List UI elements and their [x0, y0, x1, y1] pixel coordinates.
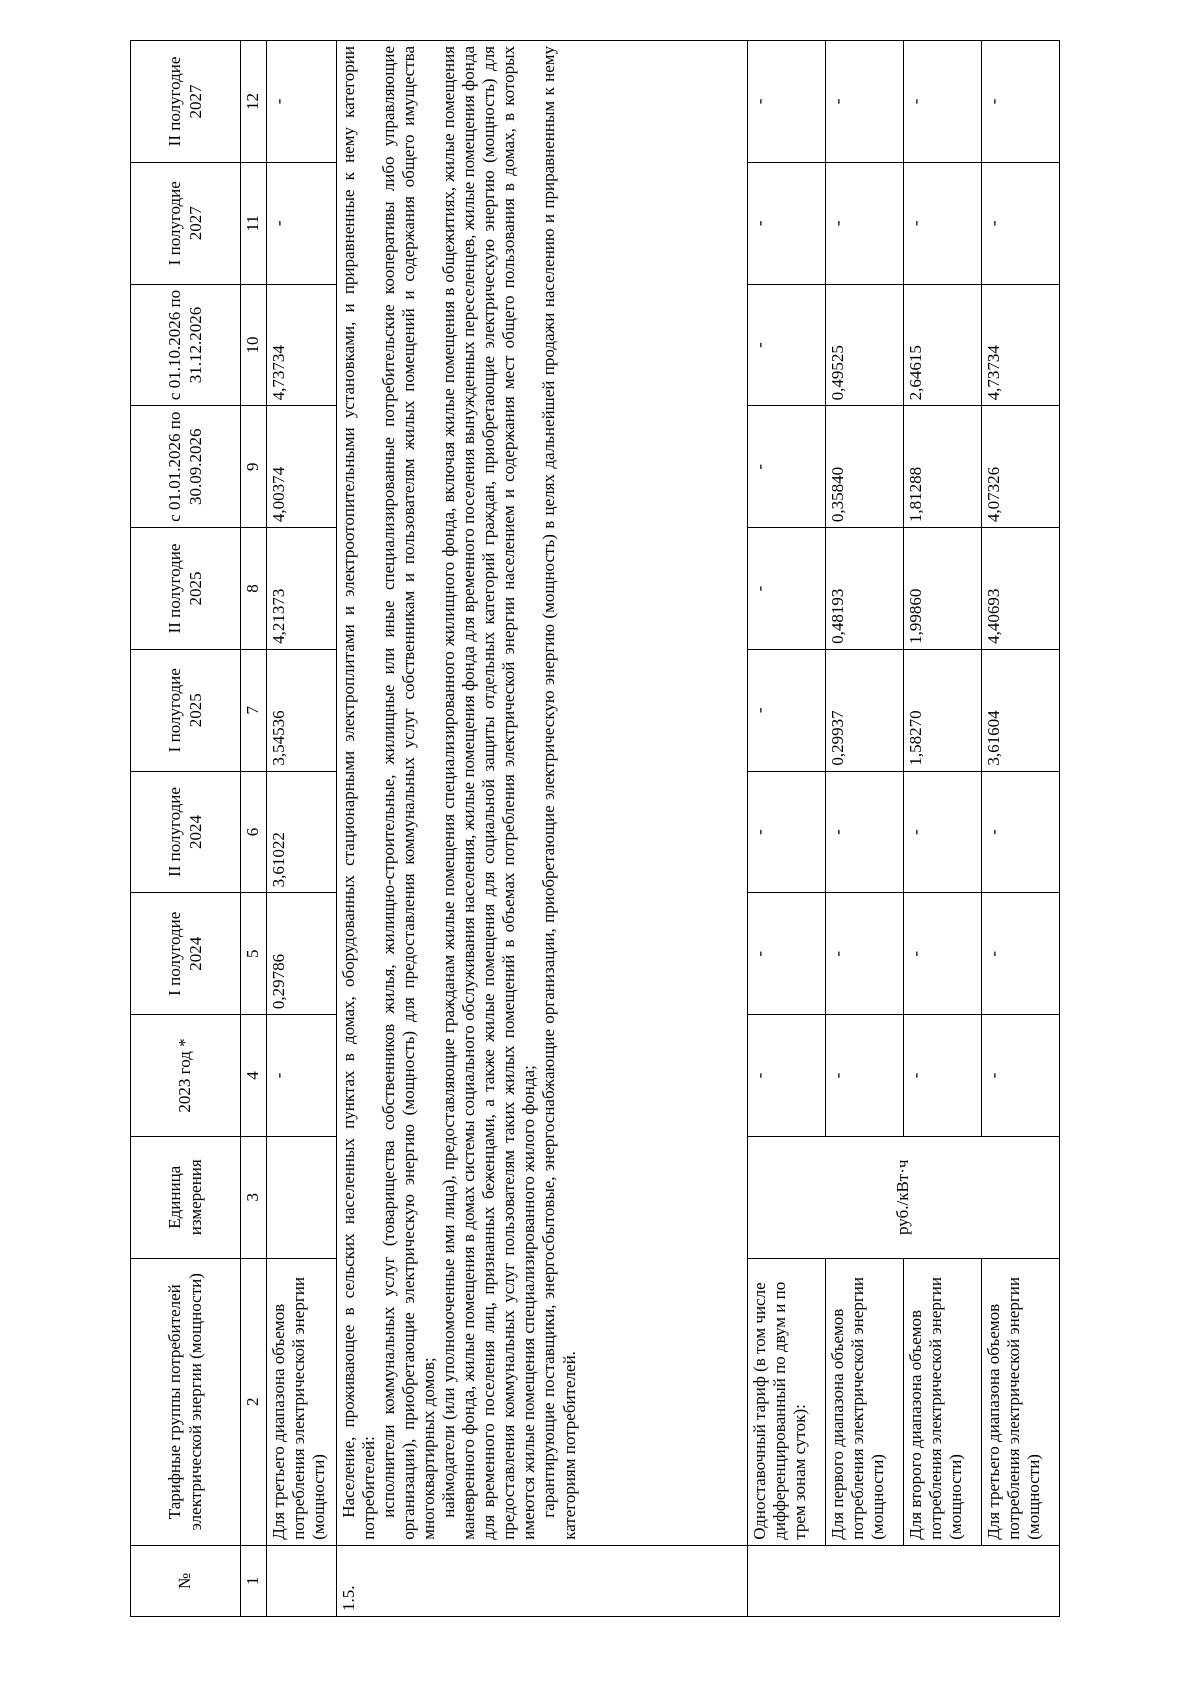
value-cell: 3,54536: [267, 649, 337, 771]
value-cell: -: [826, 1015, 904, 1137]
row-label: Одноставочный тариф (в том числе дифференцированный по двум и по трем зонам суток):: [748, 1258, 826, 1545]
value-cell: -: [982, 893, 1060, 1015]
value-cell: 4,21373: [267, 528, 337, 650]
table-row: [982, 41, 1060, 1617]
section-paragraph: Население, проживающее в сельских населенных пунктах в домах, оборудованных стационарными электроплитами и электроотопительными установками, и приравненные к нему категории потребителей:: [339, 46, 379, 1540]
row-label: Для третьего диапазона объемов потребления электрической энергии (мощности): [267, 1258, 337, 1545]
value-cell: 3,61604: [982, 649, 1060, 771]
section-description: [337, 41, 748, 1546]
value-cell: -: [267, 41, 337, 163]
value-cell: -: [748, 406, 826, 528]
header-h1-2027: I полугодие 2027: [131, 162, 241, 284]
value-cell: 1,58270: [904, 649, 982, 771]
colnum: 2: [241, 1258, 267, 1545]
value-cell: -: [748, 528, 826, 650]
header-row: [131, 41, 241, 1617]
value-cell: -: [826, 771, 904, 893]
value-cell: 4,73734: [982, 284, 1060, 406]
colnum: 11: [241, 162, 267, 284]
value-cell: 4,07326: [982, 406, 1060, 528]
section-row: [337, 41, 748, 1617]
header-h2-2025: II полугодие 2025: [131, 528, 241, 650]
section-paragraph: исполнители коммунальных услуг (товарищества собственников жилья, жилищно-строительные, жилищные или иные специализированные потребительские кооперативы либо управляющие организации), приобретающие электрическую энергию (мощность) для предоставления коммунальных услуг собственникам и пользователям жилых помещений и содержания общего имущества многоквартирных домов;: [379, 46, 439, 1540]
value-cell: 4,73734: [267, 284, 337, 406]
row-label: Для второго диапазона объемов потребления электрической энергии (мощности): [904, 1258, 982, 1545]
value-cell: 2,64615: [904, 284, 982, 406]
value-cell: -: [748, 284, 826, 406]
value-cell: 0,29937: [826, 649, 904, 771]
value-cell: -: [904, 771, 982, 893]
value-cell: -: [748, 649, 826, 771]
value-cell: -: [826, 41, 904, 163]
value-cell: -: [748, 893, 826, 1015]
value-cell: 0,35840: [826, 406, 904, 528]
value-cell: -: [748, 41, 826, 163]
table-row: [904, 41, 982, 1617]
colnum: 10: [241, 284, 267, 406]
value-cell: -: [904, 1015, 982, 1137]
colnum: 3: [241, 1136, 267, 1258]
section-paragraph: гарантирующие поставщики, энергосбытовые, энергоснабжающие организации, приобретающие электрическую энергию (мощность) в целях дальнейшей продажи населению и приравненным к нему категориям потребителей.: [539, 46, 579, 1540]
value-cell: -: [748, 1015, 826, 1137]
value-cell: 0,48193: [826, 528, 904, 650]
header-h1-2024: I полугодие 2024: [131, 893, 241, 1015]
header-unit: Единица измерения: [131, 1136, 241, 1258]
value-cell: -: [904, 893, 982, 1015]
colnum: 12: [241, 41, 267, 163]
colnum: 9: [241, 406, 267, 528]
table-row: [826, 41, 904, 1617]
value-cell: -: [826, 893, 904, 1015]
row-label: Для третьего диапазона объемов потребления электрической энергии (мощности): [982, 1258, 1060, 1545]
value-cell: 1,99860: [904, 528, 982, 650]
value-cell: -: [267, 1015, 337, 1137]
value-cell: 3,61022: [267, 771, 337, 893]
header-no: №: [131, 1545, 241, 1616]
value-cell: -: [982, 162, 1060, 284]
header-2026-b: с 01.10.2026 по 31.12.2026: [131, 284, 241, 406]
header-h1-2025: I полугодие 2025: [131, 649, 241, 771]
section-paragraph: наймодатели (или уполномоченные ими лица), предоставляющие гражданам жилые помещения специализированного жилищного фонда, включая жилые помещения в общежитиях, жилые помещения маневренного фонда, жилые помещения в домах системы социального обслуживания населения, жилые помещения фонда для временного поселения вынужденных переселенцев, жилые помещения фонда для временного поселения лиц, признанных беженцами, а также жилые помещения для социальной защиты отдельных категорий граждан, приобретающие электрическую энергию (мощность) для предоставления коммунальных услуг пользователям таких жилых помещений в объемах потребления электрической энергии населением и содержания мест общего пользования в домах, в которых имеются жилые помещения специализированного жилого фонда;: [439, 46, 539, 1540]
value-cell: -: [982, 771, 1060, 893]
value-cell: -: [826, 162, 904, 284]
table-row: [267, 41, 337, 1617]
colnum: 5: [241, 893, 267, 1015]
colnum: 8: [241, 528, 267, 650]
row-label: Для первого диапазона объемов потребления электрической энергии (мощности): [826, 1258, 904, 1545]
value-cell: -: [982, 41, 1060, 163]
header-group: Тарифные группы потребителей электрической энергии (мощности): [131, 1258, 241, 1545]
value-cell: 0,29786: [267, 893, 337, 1015]
value-cell: -: [904, 41, 982, 163]
header-h2-2027: II полугодие 2027: [131, 41, 241, 163]
header-2023: 2023 год *: [131, 1015, 241, 1137]
value-cell: -: [748, 162, 826, 284]
value-cell: -: [748, 771, 826, 893]
value-cell: 1,81288: [904, 406, 982, 528]
colnum: 1: [241, 1545, 267, 1616]
rotated-tariff-page: [130, 40, 1060, 1617]
tariff-table: [130, 40, 1060, 1617]
value-cell: -: [904, 162, 982, 284]
column-number-row: [241, 41, 267, 1617]
colnum: 4: [241, 1015, 267, 1137]
colnum: 6: [241, 771, 267, 893]
value-cell: 0,49525: [826, 284, 904, 406]
section-number: 1.5.: [337, 1545, 748, 1616]
unit-cell: руб./кВт·ч: [748, 1136, 1060, 1258]
value-cell: -: [267, 162, 337, 284]
table-row: [748, 41, 826, 1617]
value-cell: 4,40693: [982, 528, 1060, 650]
header-h2-2024: II полугодие 2024: [131, 771, 241, 893]
colnum: 7: [241, 649, 267, 771]
value-cell: 4,00374: [267, 406, 337, 528]
header-2026-a: с 01.01.2026 по 30.09.2026: [131, 406, 241, 528]
value-cell: -: [982, 1015, 1060, 1137]
